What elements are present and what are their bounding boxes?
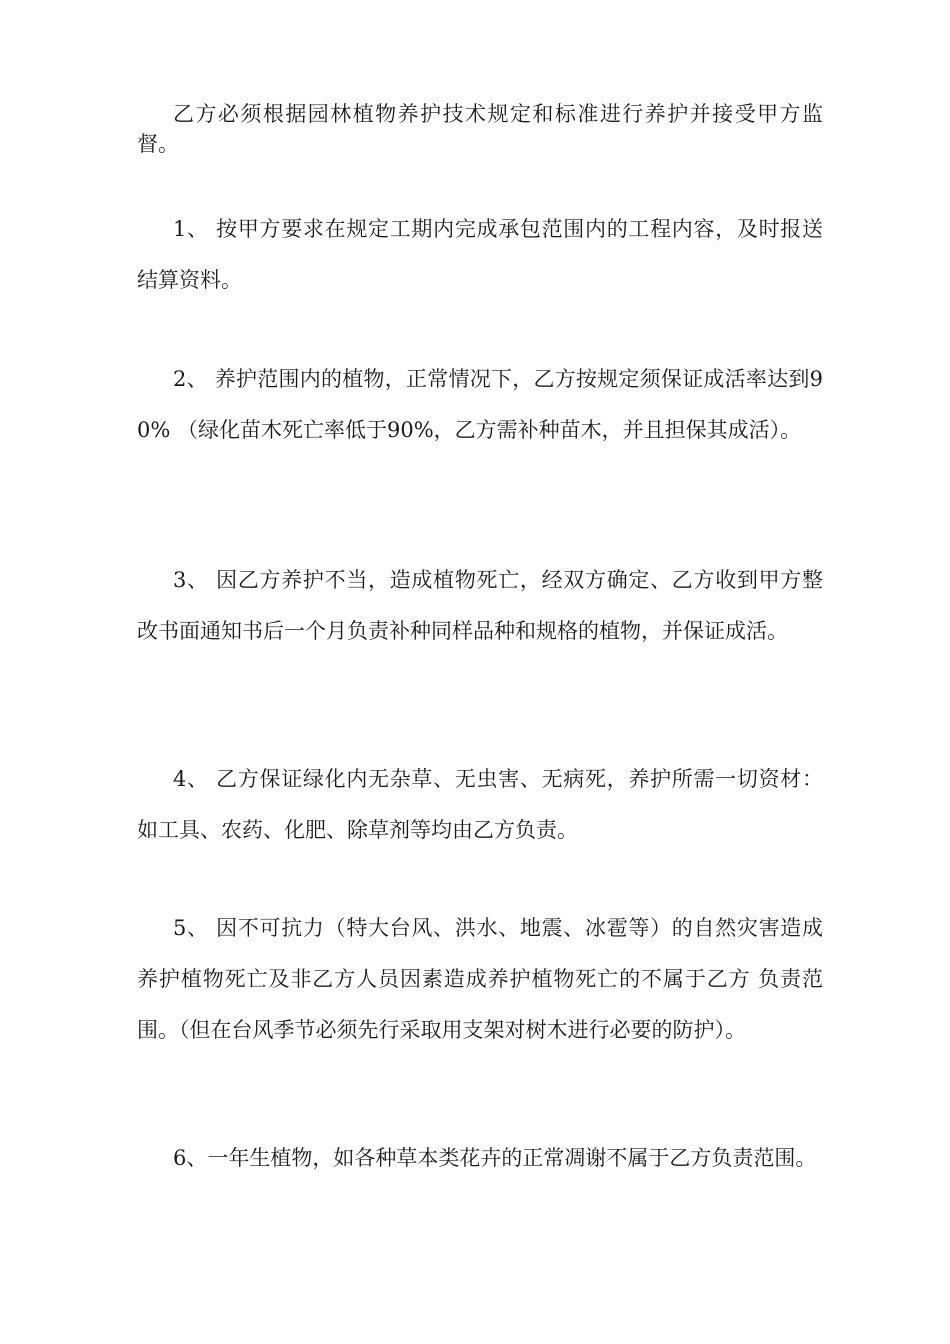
clause-5-paragraph: 5、 因不可抗力（特大台风、洪水、地震、冰雹等）的自然灾害造成养护植物死亡及非乙方人员因素造成养护植物死亡的不属于乙方 负责范围。（但在台风季节必须先行采取用支架对树木进行必要的防护）。 — [137, 916, 823, 1042]
clause-4-paragraph: 4、 乙方保证绿化内无杂草、无虫害、无病死，养护所需一切资材： 如工具、农药、化肥、除草剂等均由乙方负责。 — [137, 767, 823, 842]
clause-1-paragraph: 1、 按甲方要求在规定工期内完成承包范围内的工程内容，及时报送结算资料。 — [137, 217, 823, 292]
clause-6-paragraph: 6、一年生植物，如各种草本类花卉的正常凋谢不属于乙方负责范围。 — [173, 1146, 817, 1170]
intro-paragraph: 乙方必须根据园林植物养护技术规定和标准进行养护并接受甲方监督。 — [137, 102, 823, 156]
clause-2-paragraph: 2、 养护范围内的植物，正常情况下，乙方按规定须保证成活率达到90% （绿化苗木死亡率低于90%，乙方需补种苗木，并且担保其成活）。 — [137, 367, 823, 442]
clause-3-paragraph: 3、 因乙方养护不当，造成植物死亡，经双方确定、乙方收到甲方整改书面通知书后一个月负责补种同样品种和规格的植物，并保证成活。 — [137, 568, 823, 643]
